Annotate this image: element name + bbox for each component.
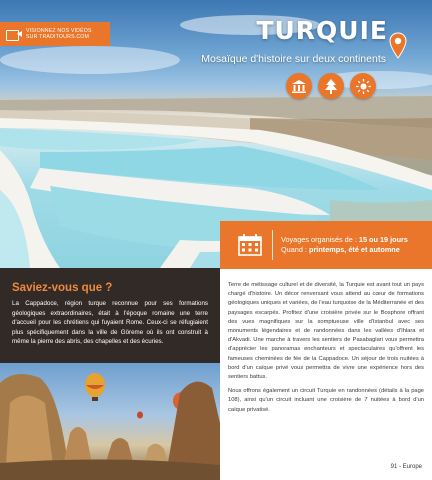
page-title: TURQUIE	[256, 16, 388, 45]
map-pin-icon	[389, 32, 407, 60]
video-badge-text	[26, 28, 92, 41]
fairy-chimneys-illustration	[0, 363, 220, 480]
page-number: 91 - Europe	[390, 464, 422, 470]
trip-info-text	[281, 235, 408, 256]
duration-label: Voyages organisés de :	[281, 234, 359, 244]
info-separator	[272, 230, 273, 260]
season-value: printemps, été et automne	[309, 245, 400, 254]
main-article	[228, 281, 424, 420]
sun-icon	[350, 73, 376, 99]
trip-info-bar	[220, 221, 432, 269]
article-paragraph-1: Terre de métissage culturel et de diversité, la Turquie est avant tout un pays chargé d'histoire. Un décor renversant vous attend au cœur de formations géologiques uniques et variées, de l'eau turquoise de la Méditerranée et des paysages escarpés. Profitez d'une croisière privée sur le Bosphore offrant des vues magnifiques sur la somptueuse ville d'Istanbul avec ses monuments légendaires et de randonnées dans les vallées d'Ihlara et d'Akvadi. Une marche à travers les sentiers de Pasabaglari vous permettra d'apprécier les panoramas enchanteurs et spectaculaires qu'offrent les fameuses cheminées de fée de la Cappadoce. Un séjour de trois nuitées à bord d'un caïque privé vous permettra de vivre une expérience hors des sentiers battus.	[228, 282, 424, 381]
did-you-know-box	[0, 268, 220, 363]
article-paragraph-2: Nous offrons également un circuit Turquie en randonnées (détails à la page 108), ainsi qu'un circuit incluant une croisière de 7 nuitées à bord d'un caïque privatisé.	[228, 388, 424, 413]
video-badge-line1: VISIONNEZ NOS VIDÉOS	[26, 27, 92, 34]
cappadocia-photo	[0, 363, 220, 480]
season-label: Quand :	[281, 245, 309, 254]
calendar-icon	[238, 234, 262, 256]
tree-icon	[318, 73, 344, 99]
video-link-badge[interactable]	[0, 22, 110, 46]
video-badge-line2: SUR TRADITOURS.COM	[26, 34, 90, 40]
page-subtitle: Mosaïque d'histoire sur deux continents	[201, 53, 386, 65]
theme-icons	[286, 73, 376, 99]
did-you-know-body: La Cappadoce, région turque reconnue pour ses formations géologiques extraordinaires, était à l'époque romaine une terre d'accueil pour les chrétiens qui fuyaient Rome. Ceux-ci se réfugiaient plus spécifiquement dans la ville de Göreme où ils ont construit à même la pierre des abris, des chapelles et des écuries.	[12, 300, 208, 346]
video-camera-icon	[6, 28, 22, 40]
duration-value: 15 ou 19 jours	[358, 234, 408, 244]
museum-icon	[286, 73, 312, 99]
did-you-know-title: Saviez-vous que ?	[12, 282, 113, 294]
